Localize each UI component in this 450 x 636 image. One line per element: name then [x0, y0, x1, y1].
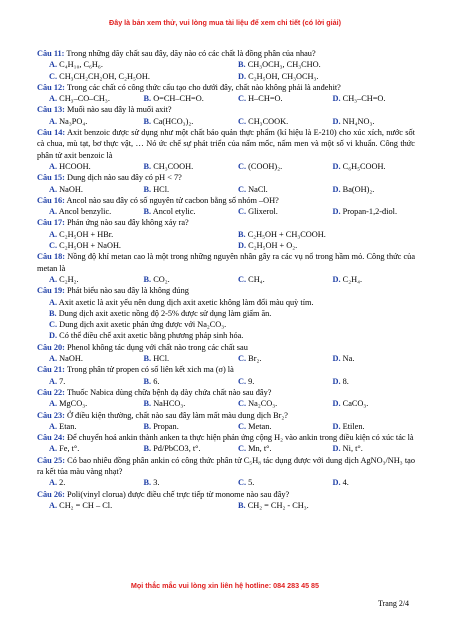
question-number: Câu 17: — [37, 218, 65, 228]
answer-option — [132, 443, 227, 454]
option-text: C₂H₅OH + HBr. — [59, 229, 114, 239]
question-number: Câu 25: — [37, 455, 65, 465]
option-letter: B. — [143, 184, 152, 194]
option-letter: B. — [143, 478, 152, 488]
option-letter: C. — [238, 116, 247, 126]
option-letter: D. — [332, 274, 341, 284]
question-text: Muối nào sau đây là muối axit? — [66, 105, 172, 115]
answer-option — [226, 93, 321, 104]
option-text: Propan. — [153, 421, 179, 431]
option-text: Etan. — [59, 421, 77, 431]
option-text: CO₂. — [153, 274, 170, 284]
option-letter: D. — [332, 184, 341, 194]
option-letter: D. — [332, 421, 341, 431]
option-letter: B. — [143, 399, 152, 409]
option-letter: A. — [49, 274, 58, 284]
option-text: CH₄. — [248, 274, 265, 284]
option-letter: C. — [238, 478, 247, 488]
option-text: Propan-1,2-điol. — [342, 207, 398, 217]
question-item — [37, 172, 415, 195]
question-stem — [37, 364, 415, 375]
answer-option — [132, 274, 227, 285]
option-text: Ca(HCO₃)₂. — [153, 116, 194, 126]
question-text: Thuốc Nabica dùng chữa bệnh dạ dày chứa chất nào sau đây? — [66, 387, 272, 397]
option-text: 5. — [248, 478, 255, 488]
answer-row — [37, 398, 415, 409]
option-text: MgCO₃. — [59, 399, 88, 409]
answer-option — [37, 116, 132, 127]
answer-option — [37, 398, 132, 409]
option-letter: C. — [238, 421, 247, 431]
question-text: Phenol không tác dụng với chất nào trong các chất sau — [66, 342, 248, 352]
option-letter: B. — [143, 354, 152, 364]
answer-option — [226, 161, 321, 172]
question-text: Poli(vinyl clorua) được điều chế trực tiếp từ monome nào sau đây? — [66, 489, 290, 499]
question-stem — [37, 127, 415, 161]
answer-option — [226, 206, 321, 217]
option-text: CH₃COOK. — [248, 116, 289, 126]
option-letter: B. — [238, 60, 246, 70]
option-text: Br₂. — [248, 354, 262, 364]
answer-option — [226, 184, 321, 195]
option-letter: B. — [143, 116, 152, 126]
answer-option — [226, 421, 321, 432]
answer-option — [132, 421, 227, 432]
answer-option — [321, 93, 416, 104]
option-text: CH₃COOH. — [153, 161, 194, 171]
option-letter: A. — [49, 500, 58, 510]
question-item — [37, 432, 415, 455]
answer-row — [37, 240, 415, 251]
option-letter: B. — [143, 444, 152, 454]
option-letter: B. — [143, 207, 152, 217]
question-number: Câu 11: — [37, 49, 65, 58]
answer-option — [37, 229, 226, 240]
option-letter: B. — [143, 161, 152, 171]
answer-option — [321, 398, 416, 409]
option-letter: C. — [49, 241, 58, 251]
option-text: 3. — [153, 478, 160, 488]
question-number: Câu 15: — [37, 173, 65, 183]
question-text: Để chuyển hoá ankin thành anken ta thực hiện phản ứng cộng H₂ vào ankin trong điều kiện có xúc tác là — [66, 433, 414, 443]
answer-option — [37, 308, 415, 319]
answer-row — [37, 443, 415, 454]
answer-row — [37, 229, 415, 240]
option-letter: B. — [238, 229, 246, 239]
option-text: Axit axetic là axit yếu nên dung dịch axit axetic không làm đổi màu quỳ tím. — [58, 297, 314, 307]
question-item — [37, 217, 415, 251]
answer-option — [37, 274, 132, 285]
option-text: 9. — [248, 376, 255, 386]
option-letter: D. — [332, 399, 341, 409]
option-letter: A. — [49, 478, 58, 488]
question-stem — [37, 172, 415, 183]
option-letter: C. — [49, 71, 58, 81]
option-text: CH₂ = CH₂ - CH₃. — [247, 500, 309, 510]
answer-option — [321, 421, 416, 432]
hotline-footer-banner: Mọi thắc mắc vui lòng xin liên hệ hotline: 084 283 45 85 — [130, 581, 320, 590]
question-text: Axit benzoic được sử dụng như một chất bảo quản thực phẩm (kí hiệu là E-210) cho xúc xích, nước sốt cà chua, mù tạt, bơ thực vật, … Nó ức chế sự phát triển của nấm mốc, nấm men và một số vi khuẩn. Công thức phân tử axit benzoic là — [37, 128, 415, 160]
option-text: CH₃OCH₃, CH₃CHO. — [247, 60, 321, 70]
option-letter: A. — [49, 297, 58, 307]
option-letter: C. — [238, 184, 247, 194]
answer-row — [37, 421, 415, 432]
option-text: HCl. — [153, 184, 170, 194]
answer-option — [226, 59, 415, 70]
option-text: NaOH. — [59, 184, 83, 194]
option-text: NH₄NO₃. — [342, 116, 375, 126]
option-text: 6. — [153, 376, 160, 386]
answer-row — [37, 206, 415, 217]
question-number: Câu 12: — [37, 82, 65, 92]
question-item — [37, 410, 415, 433]
question-stem — [37, 410, 415, 421]
answer-row — [37, 184, 415, 195]
answer-option — [321, 274, 416, 285]
question-number: Câu 20: — [37, 342, 65, 352]
question-number: Câu 13: — [37, 105, 65, 115]
option-letter: B. — [143, 274, 152, 284]
option-letter: A. — [49, 94, 58, 104]
option-text: 2. — [59, 478, 66, 488]
option-text: C₂H₄. — [342, 274, 363, 284]
option-text: Ba(OH)₂. — [342, 184, 375, 194]
answer-option — [226, 500, 415, 511]
answer-option — [132, 376, 227, 387]
answer-row — [37, 330, 415, 341]
option-text: NaCl. — [248, 184, 268, 194]
question-stem — [37, 432, 415, 443]
answer-option — [321, 477, 416, 488]
answer-option — [37, 376, 132, 387]
option-letter: A. — [49, 354, 58, 364]
option-text: Glixerol. — [248, 207, 278, 217]
option-letter: D. — [332, 161, 341, 171]
option-letter: A. — [49, 207, 58, 217]
question-number: Câu 23: — [37, 410, 65, 420]
question-number: Câu 22: — [37, 387, 65, 397]
option-letter: C. — [238, 399, 247, 409]
option-letter: D. — [332, 354, 341, 364]
answer-option — [132, 116, 227, 127]
question-stem — [37, 217, 415, 228]
answer-row — [37, 274, 415, 285]
option-letter: D. — [49, 331, 58, 341]
question-stem — [37, 104, 415, 115]
option-letter: D. — [332, 478, 341, 488]
option-text: C₂H₅OH, CH₃OCH₃. — [248, 71, 319, 81]
answer-row — [37, 93, 415, 104]
question-stem — [37, 489, 415, 500]
option-text: Na₂CO₃. — [248, 399, 278, 409]
question-item — [37, 127, 415, 172]
option-text: Dung dịch axit axetic nồng độ 2-5% được sử dụng làm giấm ăn. — [58, 308, 272, 318]
answer-option — [132, 353, 227, 364]
option-text: C₂H₅OH + O₂. — [248, 241, 298, 251]
option-text: Etilen. — [342, 421, 365, 431]
question-item — [37, 195, 415, 218]
option-letter: C. — [238, 376, 247, 386]
answer-option — [321, 353, 416, 364]
question-item — [37, 387, 415, 410]
answer-row — [37, 500, 415, 511]
option-text: Na. — [342, 354, 355, 364]
option-text: (COOH)₂. — [248, 161, 283, 171]
option-letter: A. — [49, 229, 58, 239]
answer-option — [132, 184, 227, 195]
answer-option — [37, 319, 415, 330]
question-item — [37, 48, 415, 82]
question-list — [37, 48, 415, 511]
option-text: Fe, t°. — [59, 444, 80, 454]
option-text: Pd/PbCO3, t°. — [153, 444, 201, 454]
option-text: NaHCO₃. — [153, 399, 186, 409]
option-letter: B. — [143, 421, 152, 431]
answer-option — [226, 443, 321, 454]
answer-option — [37, 421, 132, 432]
answer-option — [226, 229, 415, 240]
answer-option — [226, 477, 321, 488]
option-text: HCOOH. — [59, 161, 91, 171]
answer-option — [321, 161, 416, 172]
option-letter: A. — [49, 161, 58, 171]
option-letter: A. — [49, 60, 58, 70]
answer-row — [37, 59, 415, 70]
option-text: Ni, t°. — [342, 444, 363, 454]
preview-notice-banner: Đây là bản xem thử, vui lòng mua tài liệu để xem chi tiết (có lời giải) — [109, 18, 341, 27]
question-stem — [37, 251, 415, 274]
question-item — [37, 342, 415, 365]
question-number: Câu 18: — [37, 252, 66, 262]
answer-option — [37, 206, 132, 217]
question-number: Câu 26: — [37, 489, 65, 499]
answer-option — [226, 398, 321, 409]
answer-option — [37, 443, 132, 454]
answer-option — [132, 93, 227, 104]
answer-option — [226, 376, 321, 387]
answer-option — [226, 353, 321, 364]
answer-option — [37, 184, 132, 195]
answer-option — [37, 297, 415, 308]
question-text: Phản ứng nào sau đây không xảy ra? — [66, 218, 189, 228]
question-stem — [37, 48, 415, 59]
option-letter: B. — [143, 94, 152, 104]
question-item — [37, 285, 415, 341]
option-text: O=CH–CH=O. — [153, 94, 204, 104]
answer-row — [37, 376, 415, 387]
answer-option — [132, 398, 227, 409]
question-stem — [37, 342, 415, 353]
option-text: Có thể điều chế axit axetic bằng phương pháp sinh hóa. — [59, 331, 244, 341]
option-letter: A. — [49, 376, 58, 386]
question-number: Câu 24: — [37, 433, 65, 443]
option-letter: D. — [332, 116, 341, 126]
question-text: Dung dịch nào sau đây có pH < 7? — [66, 173, 182, 183]
option-text: CH₃–CO–CH₃. — [59, 94, 110, 104]
answer-option — [37, 161, 132, 172]
answer-option — [226, 71, 415, 82]
option-letter: D. — [238, 241, 247, 251]
option-text: C₆H₅COOH. — [342, 161, 386, 171]
answer-row — [37, 297, 415, 308]
question-number: Câu 14: — [37, 128, 66, 138]
answer-option — [37, 240, 226, 251]
answer-option — [37, 500, 226, 511]
question-stem — [37, 455, 415, 478]
answer-option — [226, 240, 415, 251]
question-item — [37, 251, 415, 285]
question-stem — [37, 82, 415, 93]
option-text: CaCO₃. — [342, 399, 369, 409]
answer-option — [226, 116, 321, 127]
option-letter: D. — [332, 94, 341, 104]
answer-row — [37, 477, 415, 488]
answer-option — [321, 116, 416, 127]
option-letter: C. — [238, 444, 247, 454]
option-text: NaOH. — [59, 354, 83, 364]
option-text: Na₃PO₄. — [59, 116, 88, 126]
answer-option — [132, 206, 227, 217]
page-number: Trang 2/4 — [378, 599, 410, 608]
answer-option — [37, 330, 415, 341]
option-letter: C. — [238, 161, 247, 171]
question-number: Câu 21: — [37, 365, 65, 375]
answer-option — [132, 477, 227, 488]
answer-option — [321, 376, 416, 387]
option-letter: D. — [332, 376, 341, 386]
option-text: HCl. — [153, 354, 170, 364]
option-text: 4. — [342, 478, 349, 488]
question-stem — [37, 285, 415, 296]
answer-row — [37, 116, 415, 127]
option-text: H–CH=O. — [248, 94, 283, 104]
option-text: Metan. — [248, 421, 272, 431]
option-letter: A. — [49, 421, 58, 431]
answer-option — [37, 353, 132, 364]
option-text: CH₃CH₂CH₂OH, C₂H₅OH. — [59, 71, 150, 81]
question-text: Ở điều kiện thường, chất nào sau đây làm mất màu dung dịch Br₂? — [66, 410, 288, 420]
question-number: Câu 16: — [37, 195, 65, 205]
option-text: Dung dịch axit axetic phản ứng được với Na₂CO₃. — [59, 320, 227, 330]
option-letter: C. — [238, 274, 247, 284]
question-item — [37, 489, 415, 512]
answer-option — [37, 477, 132, 488]
option-letter: C. — [238, 207, 247, 217]
option-text: 7. — [59, 376, 66, 386]
question-text: Nồng độ khí metan cao là một trong những nguyên nhân gây ra các vụ nổ trong hầm mỏ. Công thức của metan là — [37, 252, 416, 273]
option-letter: C. — [238, 94, 247, 104]
question-text: Phát biểu nào sau đây là không đúng — [66, 286, 189, 296]
option-text: 8. — [342, 376, 349, 386]
answer-option — [37, 59, 226, 70]
option-letter: D. — [332, 207, 341, 217]
answer-row — [37, 319, 415, 330]
question-item — [37, 455, 415, 489]
question-text: Ancol nào sau đây có số nguyên tử cacbon bằng số nhóm –OH? — [66, 195, 279, 205]
option-text: Ancol benzylic. — [58, 207, 112, 217]
question-text: Có bao nhiêu đồng phân ankin có công thức phân tử C₅H₈ tác dụng được với dung dịch AgNO₃/NH₃ tạo ra kết tủa màu vàng nhạt? — [37, 455, 415, 476]
option-letter: B. — [143, 376, 152, 386]
question-stem — [37, 195, 415, 206]
option-text: CH₂ = CH – Cl. — [59, 500, 113, 510]
answer-row — [37, 308, 415, 319]
question-text: Trong các chất có công thức cấu tạo cho dưới đây, chất nào không phải là anđehit? — [66, 82, 341, 92]
option-text: C₂H₅OH + NaOH. — [59, 241, 122, 251]
option-letter: B. — [238, 500, 246, 510]
option-letter: C. — [49, 320, 58, 330]
option-text: Ancol etylic. — [152, 207, 196, 217]
option-text: C₄H₁₀, C₆H₆. — [59, 60, 103, 70]
option-letter: C. — [238, 354, 247, 364]
answer-option — [37, 71, 226, 82]
question-stem — [37, 387, 415, 398]
option-letter: D. — [238, 71, 247, 81]
answer-option — [37, 93, 132, 104]
option-text: C₂H₂. — [59, 274, 79, 284]
question-text: Trong phân tử propen có số liên kết xich ma (σ) là — [66, 365, 234, 375]
answer-option — [321, 184, 416, 195]
answer-option — [321, 443, 416, 454]
answer-row — [37, 71, 415, 82]
question-item — [37, 104, 415, 127]
option-letter: D. — [332, 444, 341, 454]
answer-row — [37, 161, 415, 172]
question-text: Trong những dãy chất sau đây, dãy nào có các chất là đồng phân của nhau? — [66, 49, 316, 58]
option-text: C₂H₅OH + CH₃COOH. — [247, 229, 326, 239]
option-letter: A. — [49, 184, 58, 194]
answer-row — [37, 353, 415, 364]
option-letter: A. — [49, 444, 58, 454]
option-text: Mn, t°. — [248, 444, 272, 454]
question-number: Câu 19: — [37, 286, 65, 296]
answer-option — [226, 274, 321, 285]
answer-option — [321, 206, 416, 217]
question-item — [37, 364, 415, 387]
option-letter: B. — [49, 308, 57, 318]
option-text: CH₃–CH=O. — [342, 94, 386, 104]
answer-option — [132, 161, 227, 172]
option-letter: A. — [49, 399, 58, 409]
question-item — [37, 82, 415, 105]
option-letter: A. — [49, 116, 58, 126]
